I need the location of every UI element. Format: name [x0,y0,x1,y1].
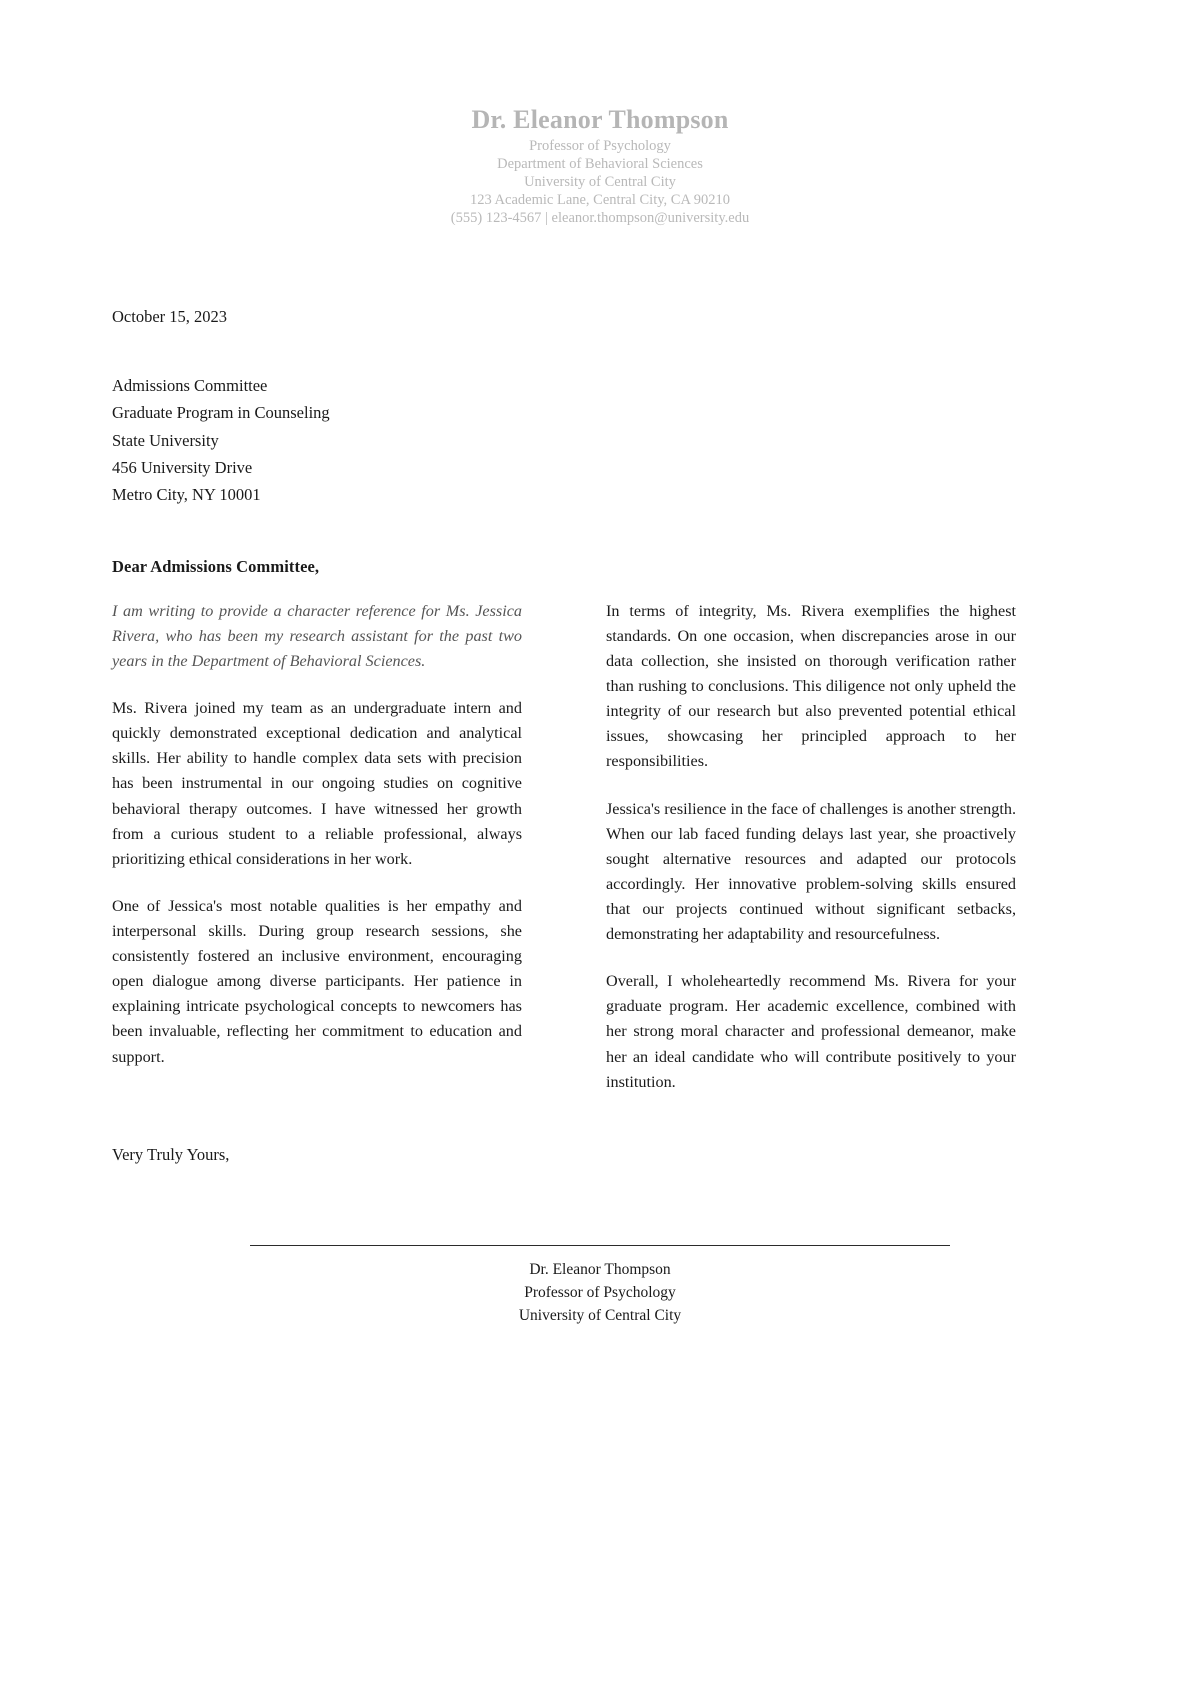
recipient-line-4: 456 University Drive [112,458,253,477]
letterhead-title: Professor of Psychology [529,137,671,154]
body-column-left [112,599,522,1117]
recipient-line-5: Metro City, NY 10001 [112,485,261,505]
letter-date: October 15, 2023 [112,307,228,327]
signature-institution: University of Central City [518,1307,682,1325]
body-paragraph: Overall, I wholeheartedly recommend Ms. Rivera for your graduate program. Her academic excellence, combined with her strong moral character and professional demeanor, make her an ideal candidate who will contribute positively to your institution. [606,972,1016,1091]
body-paragraph: Jessica's resilience in the face of challenges is another strength. When our lab faced funding delays last year, she proactively sought alternative resources and adapted our protocols accordingly. Her innovative problem-solving skills ensured that our projects continued without significant setbacks, demonstrating her adaptability and resourcefulness. [606,799,1016,944]
letterhead-contact: (555) 123-4567 | eleanor.thompson@university.edu [450,210,750,226]
letterhead-address: 123 Academic Lane, Central City, CA 90210 [469,191,730,208]
body-paragraph: Ms. Rivera joined my team as an undergraduate intern and quickly demonstrated exceptional dedication and analytical skills. Her ability to handle complex data sets with precision has been instrumental in our ongoing studies on cognitive behavioral therapy outcomes. I have witnessed her growth from a curious student to a reliable professional, always prioritizing ethical considerations in her work. [112,699,522,868]
letterhead-name: Dr. Eleanor Thompson [471,105,729,134]
signature-block [112,1245,1088,1328]
signature-lines [112,1258,1088,1328]
recipient-line-2: Graduate Program in Counseling [112,403,330,423]
body-column-right [606,599,1016,1117]
letter-sheet [112,0,1088,1327]
salutation: Dear Admissions Committee, [112,556,320,576]
body-paragraph: In terms of integrity, Ms. Rivera exemplifies the highest standards. On one occasion, when discrepancies arose in our data collection, she insisted on thorough verification rather than rushing to conclusions. This diligence not only upheld the integrity of our research but also prevented potential ethical issues, showcasing her principled approach to her responsibilities. [606,601,1016,771]
recipient-line-1: Admissions Committee [112,375,268,395]
letterhead-institution: University of Central City [524,173,676,190]
closing-salutation: Very Truly Yours, [112,1144,230,1164]
recipient-address-block [112,372,1088,509]
letterhead-department: Department of Behavioral Sciences [497,155,703,172]
body-paragraph: One of Jessica's most notable qualities is her empathy and interpersonal skills. During group research sessions, she consistently fostered an inclusive environment, encouraging open dialogue among diverse participants. Her patience in explaining intricate psychological concepts to newcomers has been invaluable, reflecting her commitment to education and support. [112,896,522,1066]
signature-name: Dr. Eleanor Thompson [529,1260,671,1278]
body-paragraph: I am writing to provide a character reference for Ms. Jessica Rivera, who has been my research assistant for the past two years in the Department of Behavioral Sciences. [112,601,522,670]
letter-body [112,599,1088,1117]
signature-title: Professor of Psychology [524,1283,676,1301]
signature-rule [250,1245,950,1246]
letterhead [112,0,1088,227]
recipient-line-3: State University [112,430,219,450]
